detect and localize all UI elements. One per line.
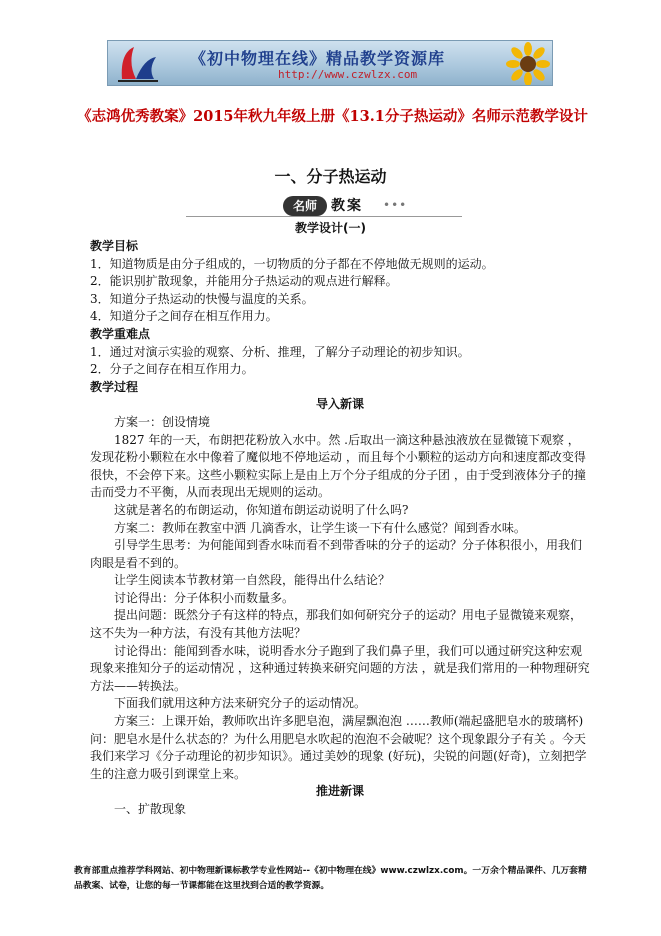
key-point-item: 2．分子之间存在相互作用力。 — [90, 362, 254, 377]
paragraph: 讨论得出：能闻到香水味，说明香水分子跑到了我们鼻子里，我们可以通过研究这种宏观现象来推知分子的运动情况 ，这种通过转换来研究问题的方法 ，就是我们常用的一种物理研究方法——转换法。 — [90, 643, 590, 693]
badge-dots: ••• — [383, 198, 408, 212]
design-subtitle: 教学设计(一) — [295, 221, 366, 235]
paragraph: 方案一：创设情境 — [114, 414, 211, 429]
paragraph: 让学生阅读本节教材第一自然段，能得出什么结论？ — [114, 573, 391, 588]
page-footer: 教育部重点推荐学科网站、初中物理新课标教学专业性网站--《初中物理在线》www.czwlzx.com。一万余个精品课件、几万套精品教案、试卷，让您的每一节课都能在这里找到合适的教学资源。 — [74, 866, 587, 891]
paragraph: 方案二：教师在教室中洒 几滴香水，让学生谈一下有什么感觉？闻到香水味。 — [114, 520, 526, 535]
sunflower-icon — [506, 42, 550, 86]
document-body — [90, 238, 590, 819]
banner-url[interactable]: http://www.czwlzx.com — [278, 68, 418, 81]
paragraph: 下面我们就用这种方法来研究分子的运动情况。 — [114, 696, 367, 711]
goals-heading: 教学目标 — [90, 239, 139, 253]
process-heading: 教学过程 — [90, 379, 139, 394]
divider-line — [186, 216, 462, 217]
document-title: 《志鸿优秀教案》2015年秋九年级上册《13.1分子热运动》名师示范教学设计 — [77, 108, 588, 125]
intro-heading: 导入新课 — [315, 397, 364, 412]
goal-item: 3．知道分子热运动的快慢与温度的关系。 — [90, 291, 314, 306]
paragraph: 引导学生思考：为何能闻到香水味而看不到带香味的分子的运动？分子体积很小，用我们肉眼是看不到的。 — [90, 538, 583, 570]
key-points-heading: 教学重难点 — [90, 326, 151, 341]
goal-item: 1．知道物质是由分子组成的，一切物质的分子都在不停地做无规则的运动。 — [90, 256, 494, 271]
section-title: 一、分子热运动 — [274, 167, 387, 186]
paragraph: 1827 年的一天，布朗把花粉放入水中。然 .后取出一滴这种悬浊液放在显微镜下观察 ，发现花粉小颗粒在水中像着了魔似地不停地运动 ，而且每个小颗粒的运动方向和速度都改变得很快，不会停下来。这些小颗粒实际上是由上万个分子组成的分子团 ，由于受到液体分子的撞击而受力不平衡，从而表现出无规则的运动。 — [90, 432, 586, 500]
paragraph: 方案三：上课开始，教师吹出许多肥皂泡，满屋飘泡泡 ……教师(端起盛肥皂水的玻璃杯)问：肥皂水是什么状态的？为什么用肥皂水吹起的泡泡不会破呢？这个现象跟分子有关 。今天我们来学习《分子动理论的初步知识》。通过美妙的现象 (好玩)，尖锐的问题(好奇)，立刻把学生的注意力吸引到课堂上来。 — [90, 714, 587, 781]
goal-item: 2．能识别扩散现象，并能用分子热运动的观点进行解释。 — [90, 274, 398, 289]
paragraph: 提出问题：既然分子有这样的特点，那我们如何研究分子的运动？用电子显微镜来观察，这不失为一种方法，有没有其他方法呢？ — [90, 608, 583, 641]
badge-pill: 名师 — [283, 196, 327, 216]
teacher-plan-badge — [283, 196, 463, 216]
banner-title: 《初中物理在线》精品教学资源库 — [190, 49, 446, 68]
paragraph: 一、扩散现象 — [114, 802, 187, 816]
goal-item: 4．知道分子之间存在相互作用力。 — [90, 309, 278, 324]
stylized-logo-icon — [114, 43, 162, 85]
paragraph: 讨论得出：分子体积小而数量多。 — [114, 590, 295, 605]
paragraph: 这就是著名的布朗运动，你知道布朗运动说明了什么吗? — [114, 502, 409, 517]
site-banner — [107, 40, 553, 86]
key-point-item: 1．通过对演示实验的观察、分析、推理，了解分子动理论的初步知识。 — [90, 344, 470, 359]
new-lesson-heading: 推进新课 — [315, 784, 364, 799]
badge-main-text: 教案 — [331, 198, 363, 214]
